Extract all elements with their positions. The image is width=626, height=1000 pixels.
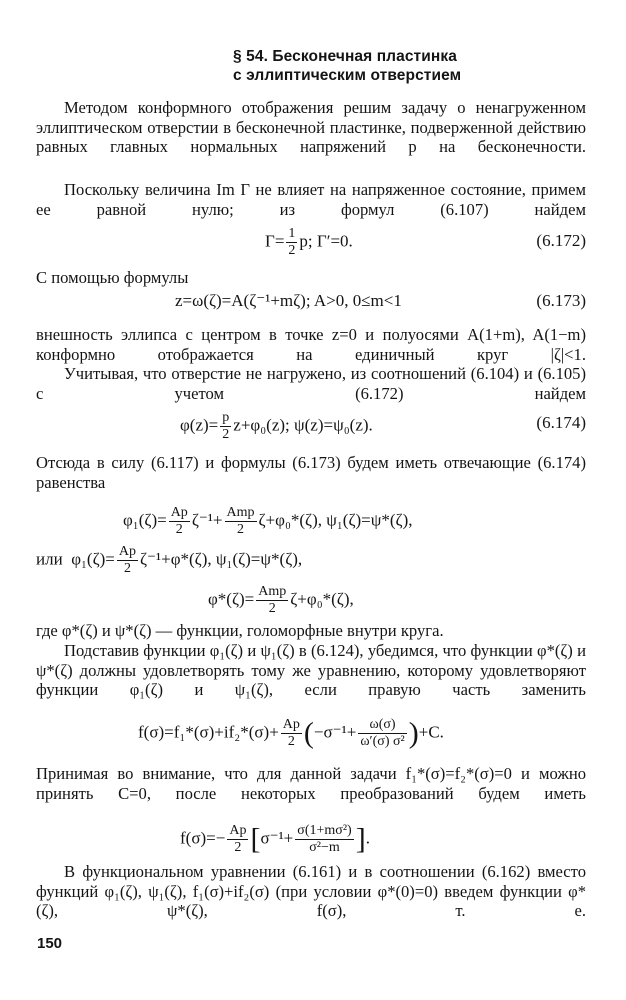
ili-f-den: 2 [123, 561, 131, 576]
fsigma-f-num: Ap [282, 717, 300, 732]
fsigma2-a: f(σ)=− [180, 828, 226, 848]
fsigma2-g-den: σ²−m [309, 840, 340, 855]
fsigma-f-den: 2 [287, 734, 295, 749]
ili-a: φ₁(ζ)= [71, 549, 115, 569]
page-number: 150 [37, 935, 63, 952]
fsigma2-fraction-2 [295, 823, 353, 856]
eq174-b: z+φ₀(z); ψ(z)=ψ₀(z). [233, 415, 373, 435]
section-title-line2: с эллиптическим отверстием [233, 67, 462, 84]
equation-f-sigma-2 [180, 823, 370, 856]
phi1-f1-num: Ap [170, 505, 188, 520]
phi1-fraction-2 [225, 505, 257, 538]
section-title-line1: § 54. Бесконечная пластинка [233, 48, 457, 65]
fsigma-g-num: ω(σ) [358, 717, 406, 734]
phistar-f-num: Amp [258, 584, 287, 599]
fsigma-c: +C. [418, 722, 444, 742]
fsigma2-f-num: Ap [229, 823, 247, 838]
equation-phistar [208, 584, 354, 617]
ili-f-num: Ap [118, 544, 136, 559]
fsigma2-bracket-left: [ [250, 822, 261, 856]
fsigma-b: −σ⁻¹+ [313, 722, 357, 742]
fsigma-fraction-1 [281, 717, 302, 750]
fsigma2-b: σ⁻¹+ [260, 828, 294, 848]
paragraph-5: Учитывая, что отверстие не нагружено, из соотношений (6.104) и (6.105) с учетом (6.172) найдем [36, 364, 586, 403]
eq172-fraction [286, 226, 297, 259]
equation-6-172 [265, 226, 353, 259]
paragraph-3: С помощью формулы [36, 268, 189, 287]
paragraph-6: Отсюда в силу (6.117) и формулы (6.173) будем иметь отвечающие (6.174) равенства [36, 453, 586, 492]
eq172-frac-den: 2 [288, 243, 296, 258]
phi1-b: ζ⁻¹+ [191, 510, 223, 530]
paragraph-4: внешность эллипса с центром в точке z=0 и полуосями A(1+m), A(1−m) конформно отображается на единичный круг |ζ|<1. [36, 325, 586, 364]
phi1-f2-num: Amp [226, 505, 255, 520]
paragraph-7: где φ*(ζ) и ψ*(ζ) — функции, голоморфные внутри круга. [36, 621, 444, 640]
fsigma-paren-left: ( [303, 716, 314, 750]
fsigma2-c: . [365, 828, 370, 848]
phistar-b: ζ+φ₀*(ζ), [290, 589, 354, 609]
phistar-f-den: 2 [268, 601, 276, 616]
equation-ili [36, 544, 302, 577]
equation-6-174 [180, 410, 373, 443]
ili-word: или [36, 549, 63, 569]
eq174-frac-den: 2 [222, 427, 230, 442]
fsigma-g-den: ω′(σ) σ² [360, 734, 405, 749]
phi1-c: ζ+φ₀*(ζ), ψ₁(ζ)=ψ*(ζ), [258, 510, 413, 530]
section-title [233, 47, 461, 85]
equation-phi1 [123, 505, 413, 538]
ili-b: ζ⁻¹+φ*(ζ), ψ₁(ζ)=ψ*(ζ), [140, 549, 303, 569]
equation-number-6-174: (6.174) [536, 413, 586, 432]
paragraph-9: Принимая во внимание, что для данной задачи f₁*(σ)=f₂*(σ)=0 и можно принять C=0, после некоторых преобразований будем иметь [36, 764, 586, 803]
fsigma-a: f(σ)=f₁*(σ)+if₂*(σ)+ [138, 722, 279, 742]
eq172-rhs: p; Γ′=0. [299, 231, 353, 251]
fsigma-paren-right: ) [408, 716, 419, 750]
phistar-a: φ*(ζ)= [208, 589, 255, 609]
fsigma2-g-num: σ(1+mσ²) [297, 823, 352, 838]
equation-number-6-172: (6.172) [536, 231, 586, 250]
eq174-frac-num: p [222, 410, 230, 425]
fsigma2-fraction-1 [227, 823, 248, 856]
phi1-fraction-1 [169, 505, 190, 538]
phi1-f2-den: 2 [237, 522, 245, 537]
equation-number-6-173: (6.173) [536, 291, 586, 310]
fsigma2-f-den: 2 [234, 840, 242, 855]
fsigma-fraction-2 [358, 717, 406, 750]
eq172-frac-num: 1 [288, 226, 296, 241]
equation-6-173: z=ω(ζ)=A(ζ⁻¹+mζ); A>0, 0≤m<1 [175, 291, 402, 310]
equation-f-sigma [138, 717, 444, 750]
paragraph-1: Методом конформного отображения решим задачу о ненагруженном эллиптическом отверстии в бесконечной пластинке, подверженной действию равных главных нормальных напряжений p на бесконечности. [36, 98, 586, 156]
paragraph-8: Подставив функции φ₁(ζ) и ψ₁(ζ) в (6.124), убедимся, что функции φ*(ζ) и ψ*(ζ) должны удовлетворять тому же уравнению, которому удовлетворяют функции φ₁(ζ) и ψ₁(ζ), если правую часть заменить [36, 641, 586, 699]
paragraph-2: Поскольку величина Im Γ не влияет на напряженное состояние, примем ее равной нулю; из формул (6.107) найдем [36, 180, 586, 219]
fsigma2-bracket-right: ] [355, 822, 366, 856]
eq172-lhs: Γ= [265, 231, 285, 251]
phi1-a: φ₁(ζ)= [123, 510, 167, 530]
phistar-fraction [256, 584, 288, 617]
eq174-a: φ(z)= [180, 415, 219, 435]
phi1-f1-den: 2 [175, 522, 183, 537]
paragraph-10: В функциональном уравнении (6.161) и в соотношении (6.162) вместо функций φ₁(ζ), ψ₁(ζ), f₁(σ)+if₂(σ) (при условии φ*(0)=0) введем функции φ*(ζ), ψ*(ζ), f(σ), т. е. [36, 862, 586, 920]
ili-fraction [117, 544, 138, 577]
eq174-fraction [220, 410, 231, 443]
